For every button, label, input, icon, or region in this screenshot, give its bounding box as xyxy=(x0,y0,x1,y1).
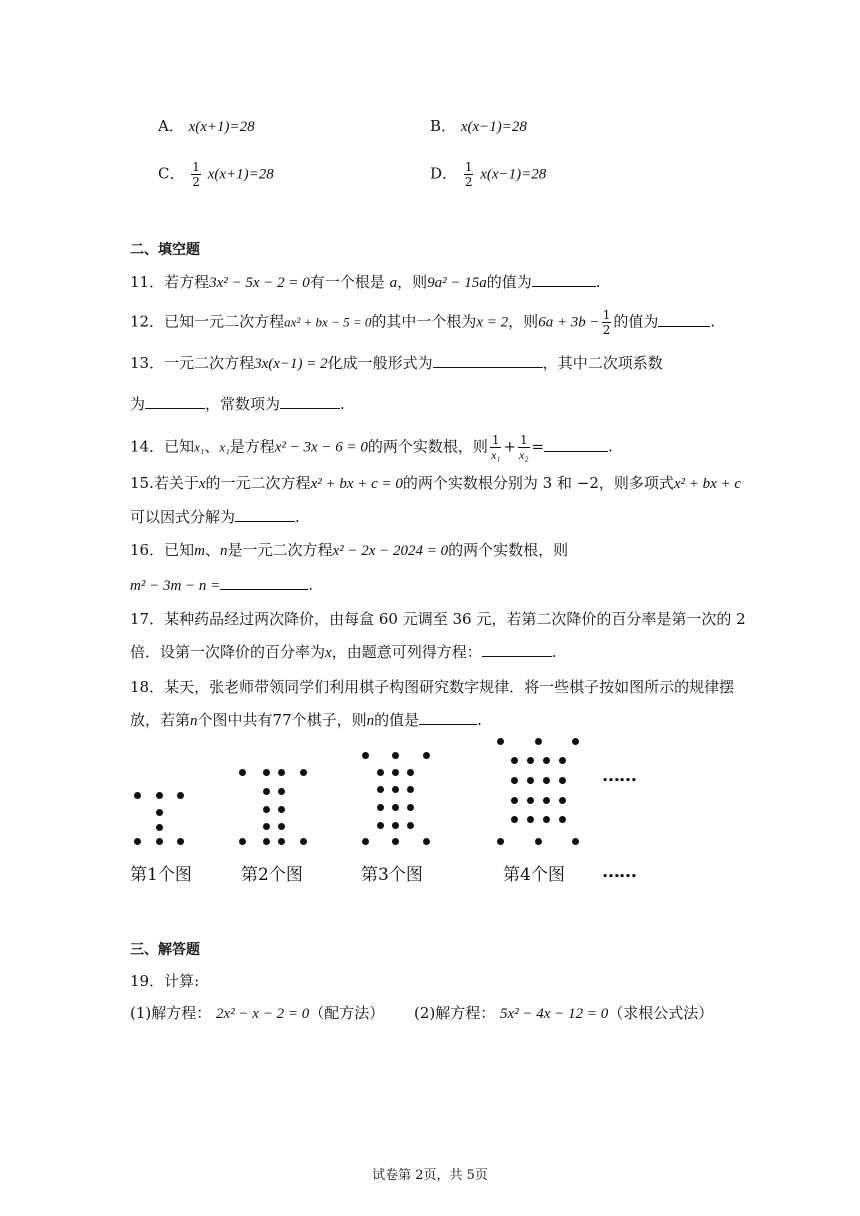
option-b-label: B． xyxy=(430,117,457,135)
option-c xyxy=(158,160,274,189)
chess-piece xyxy=(559,816,566,823)
chess-piece xyxy=(527,777,534,784)
question-19: 19．计算: xyxy=(130,972,200,990)
chess-piece xyxy=(527,797,534,804)
chess-piece xyxy=(543,777,550,784)
section-3-heading: 三、解答题 xyxy=(130,942,200,958)
answer-blank[interactable] xyxy=(280,394,340,409)
chess-piece xyxy=(300,769,307,776)
question-15: 15.若关于x的一元二次方程x² + bx + c = 0的两个实数根分别为 3 和 −2，则多项式x² + bx + c xyxy=(130,474,742,492)
chess-piece xyxy=(543,816,550,823)
chess-piece xyxy=(156,838,163,845)
chess-piece xyxy=(156,824,163,831)
option-d-label: D． xyxy=(430,164,458,183)
option-c-fraction: $\frac{1}{2}$ xyxy=(192,160,200,189)
chess-piece xyxy=(362,838,369,845)
page-footer: 试卷第 2页，共 5页 xyxy=(372,1168,488,1183)
chess-piece xyxy=(177,792,184,799)
chess-piece xyxy=(239,769,246,776)
chess-piece xyxy=(511,757,518,764)
chess-piece xyxy=(362,752,369,759)
chess-piece xyxy=(543,757,550,764)
option-a-equation: x(x+1)=28 xyxy=(188,119,255,135)
chess-piece xyxy=(392,822,399,829)
chess-piece xyxy=(423,838,430,845)
chess-piece xyxy=(239,838,246,845)
chess-piece xyxy=(156,809,163,816)
chess-piece xyxy=(377,769,384,776)
option-d-fraction: $\frac{1}{2}$ xyxy=(464,160,473,189)
answer-blank[interactable] xyxy=(220,575,308,590)
question-19-part-1: (1)解方程： 2x² − x − 2 = 0（配方法） xyxy=(130,1004,385,1022)
chess-piece xyxy=(559,797,566,804)
q12-fraction: $\frac{1}{2}$ xyxy=(602,308,611,337)
chess-piece xyxy=(263,823,270,830)
chess-piece xyxy=(559,777,566,784)
chess-piece xyxy=(392,786,399,793)
question-18: 18．某天，张老师带领同学们利用棋子构图研究数字规律．将一些棋子按如图所示的规律摆 xyxy=(130,678,735,696)
chess-piece xyxy=(511,816,518,823)
answer-blank[interactable] xyxy=(433,353,543,368)
option-b xyxy=(430,116,527,137)
option-d-equation: x(x−1)=28 xyxy=(480,166,547,183)
question-11: 11．若方程3x² − 5x − 2 = 0有一个根是 a，则9a² − 15a的值为 . xyxy=(130,273,601,291)
figure-label-4: 第4个图 xyxy=(503,865,565,885)
chess-piece xyxy=(535,838,542,845)
question-12: 12．已知一元二次方程ax² + bx − 5 = 0的其中一个根为x = 2，则6a + 3b − $\frac{1}{2}$ 的值为 . xyxy=(130,308,716,337)
chess-piece xyxy=(278,838,285,845)
option-b-equation: x(x−1)=28 xyxy=(460,119,527,135)
chess-piece xyxy=(300,838,307,845)
answer-blank[interactable] xyxy=(482,642,552,657)
question-16-line-2: m² − 3m − n = . xyxy=(130,576,314,594)
question-19-part-2: (2)解方程： 5x² − 4x − 12 = 0（求根公式法） xyxy=(414,1004,714,1022)
chess-piece xyxy=(543,797,550,804)
chess-piece xyxy=(511,777,518,784)
answer-blank[interactable] xyxy=(235,507,295,522)
answer-blank[interactable] xyxy=(544,437,608,452)
question-15-line-2: 可以因式分解为 . xyxy=(130,508,300,526)
chess-piece xyxy=(407,769,414,776)
chess-piece xyxy=(177,838,184,845)
chess-piece xyxy=(278,823,285,830)
option-a-label: A． xyxy=(158,117,184,135)
chess-piece xyxy=(511,797,518,804)
figure-label-2: 第2个图 xyxy=(241,865,303,885)
chess-piece xyxy=(535,738,542,745)
question-13-line-2: 为 ，常数项为 . xyxy=(130,395,345,413)
figure-label-3: 第3个图 xyxy=(361,865,423,885)
question-17-line-2: 倍．设第一次降价的百分率为x，由题意可列得方程： . xyxy=(130,643,557,661)
chess-piece xyxy=(134,838,141,845)
chess-piece xyxy=(263,838,270,845)
chess-piece xyxy=(377,786,384,793)
figure-ellipsis-bottom: …… xyxy=(602,861,636,882)
chess-piece xyxy=(278,788,285,795)
chess-piece xyxy=(527,816,534,823)
chess-piece xyxy=(572,838,579,845)
answer-blank[interactable] xyxy=(532,272,596,287)
chess-piece xyxy=(156,792,163,799)
chess-piece xyxy=(407,822,414,829)
chess-piece xyxy=(497,738,504,745)
section-2-heading: 二、填空题 xyxy=(130,242,200,258)
chess-piece xyxy=(527,757,534,764)
chess-piece xyxy=(263,769,270,776)
figure-label-1: 第1个图 xyxy=(130,865,192,885)
chess-piece xyxy=(423,752,430,759)
chess-piece xyxy=(407,786,414,793)
option-c-label: C． xyxy=(158,164,185,183)
chess-piece xyxy=(278,769,285,776)
chess-piece xyxy=(407,804,414,811)
answer-blank[interactable] xyxy=(419,710,477,725)
chess-piece xyxy=(392,804,399,811)
answer-blank[interactable] xyxy=(145,394,205,409)
question-18-line-2: 放，若第n个图中共有77个棋子，则n的值是 . xyxy=(130,711,482,729)
chess-piece xyxy=(263,788,270,795)
figure-ellipsis-top: …… xyxy=(602,765,636,786)
chess-piece xyxy=(377,804,384,811)
chess-piece xyxy=(134,792,141,799)
question-13: 13．一元二次方程3x(x−1) = 2化成一般形式为 ，其中二次项系数 xyxy=(130,354,663,372)
chess-piece xyxy=(263,806,270,813)
chess-piece xyxy=(392,752,399,759)
chess-piece xyxy=(559,757,566,764)
chess-piece xyxy=(497,838,504,845)
chess-piece xyxy=(392,769,399,776)
chess-piece xyxy=(392,838,399,845)
chess-piece xyxy=(572,738,579,745)
question-14: 14．已知x₁、x₁是方程x² − 3x − 6 = 0的两个实数根，则 $\frac{1}{\text{x₁}}$ + $\frac{1}{\text{x₂}}$ = . xyxy=(130,433,613,462)
chess-piece xyxy=(278,806,285,813)
q14-fraction-2: $\frac{1}{\text{x₂}}$ xyxy=(519,433,529,462)
option-c-equation: x(x+1)=28 xyxy=(207,166,274,183)
question-16: 16．已知m、n是一元二次方程x² − 2x − 2024 = 0的两个实数根，则 xyxy=(130,541,569,559)
chess-piece xyxy=(377,822,384,829)
option-d xyxy=(430,160,546,189)
answer-blank[interactable] xyxy=(658,312,710,327)
option-a xyxy=(158,116,255,137)
question-17: 17．某种药品经过两次降价，由每盒 60 元调至 36 元，若第二次降价的百分率是第一次的 2 xyxy=(130,610,746,628)
q14-fraction-1: $\frac{1}{\text{x₁}}$ xyxy=(490,433,501,462)
